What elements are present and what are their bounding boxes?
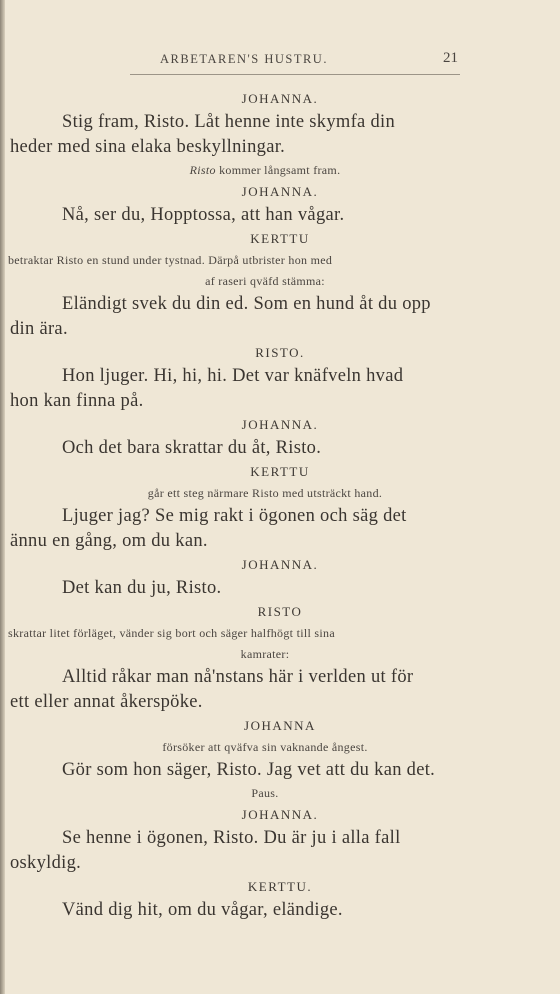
stage-direction: kamrater: bbox=[240, 647, 290, 661]
running-title: ARBETAREN'S HUSTRU. bbox=[160, 52, 328, 66]
stage-direction: Paus. bbox=[251, 786, 279, 800]
speaker-name: JOHANNA. bbox=[241, 417, 319, 432]
dialogue-line: din ära. bbox=[10, 319, 68, 339]
dialogue-line: Vänd dig hit, om du vågar, eländige. bbox=[62, 900, 343, 920]
speaker-name: JOHANNA. bbox=[241, 91, 319, 106]
play-text bbox=[0, 88, 500, 923]
dialogue-line: Hon ljuger. Hi, hi, hi. Det var knäfveln hvad bbox=[62, 366, 404, 386]
stage-direction: försöker att qväfva sin vaknande ångest. bbox=[162, 740, 368, 754]
speaker-name: RISTO bbox=[257, 604, 303, 619]
dialogue-line: Se henne i ögonen, Risto. Du är ju i alla fall bbox=[62, 828, 401, 848]
stage-direction: går ett steg närmare Risto med utsträckt hand. bbox=[147, 486, 383, 500]
dialogue-line: Ljuger jag? Se mig rakt i ögonen och säg det bbox=[62, 506, 407, 526]
page-number: 21 bbox=[443, 50, 458, 66]
header-rule bbox=[130, 74, 460, 75]
dialogue-line: Nå, ser du, Hopptossa, att han vågar. bbox=[62, 205, 345, 225]
speaker-name: JOHANNA. bbox=[241, 184, 319, 199]
speaker-name: KERTTU bbox=[250, 464, 310, 479]
speaker-name: RISTO. bbox=[255, 345, 305, 360]
dialogue-line: oskyldig. bbox=[10, 853, 82, 873]
speaker-name: JOHANNA bbox=[244, 718, 316, 733]
dialogue-line: hon kan finna på. bbox=[10, 391, 144, 411]
stage-direction: skrattar litet förläget, vänder sig bort och säger halfhögt till sina bbox=[8, 626, 335, 640]
dialogue-line: Stig fram, Risto. Låt henne inte skymfa din bbox=[62, 112, 396, 132]
stage-direction bbox=[0, 160, 500, 181]
speaker-name: JOHANNA. bbox=[241, 807, 319, 822]
stage-direction: af raseri qväfd stämma: bbox=[205, 274, 325, 288]
dialogue-line: Eländigt svek du din ed. Som en hund åt du opp bbox=[62, 294, 431, 314]
dialogue-line: Det kan du ju, Risto. bbox=[62, 578, 222, 598]
dialogue-line: Och det bara skrattar du åt, Risto. bbox=[62, 438, 322, 458]
speaker-name: JOHANNA. bbox=[241, 557, 319, 572]
stage-direction-text: kommer långsamt fram. bbox=[215, 163, 341, 177]
dialogue-line: ett eller annat åkerspöke. bbox=[10, 692, 203, 712]
dialogue-line: Gör som hon säger, Risto. Jag vet att du kan det. bbox=[62, 760, 436, 780]
dialogue-line: Alltid råkar man nå'nstans här i verlden ut för bbox=[62, 667, 414, 687]
stage-direction-name: Risto bbox=[189, 163, 216, 177]
dialogue-line: heder med sina elaka beskyllningar. bbox=[10, 137, 286, 157]
page-header bbox=[130, 52, 460, 72]
stage-direction: betraktar Risto en stund under tystnad. Därpå utbrister hon med bbox=[8, 253, 333, 267]
speaker-name: KERTTU. bbox=[247, 879, 313, 894]
dialogue-line: ännu en gång, om du kan. bbox=[10, 531, 208, 551]
speaker-name: KERTTU bbox=[250, 231, 310, 246]
